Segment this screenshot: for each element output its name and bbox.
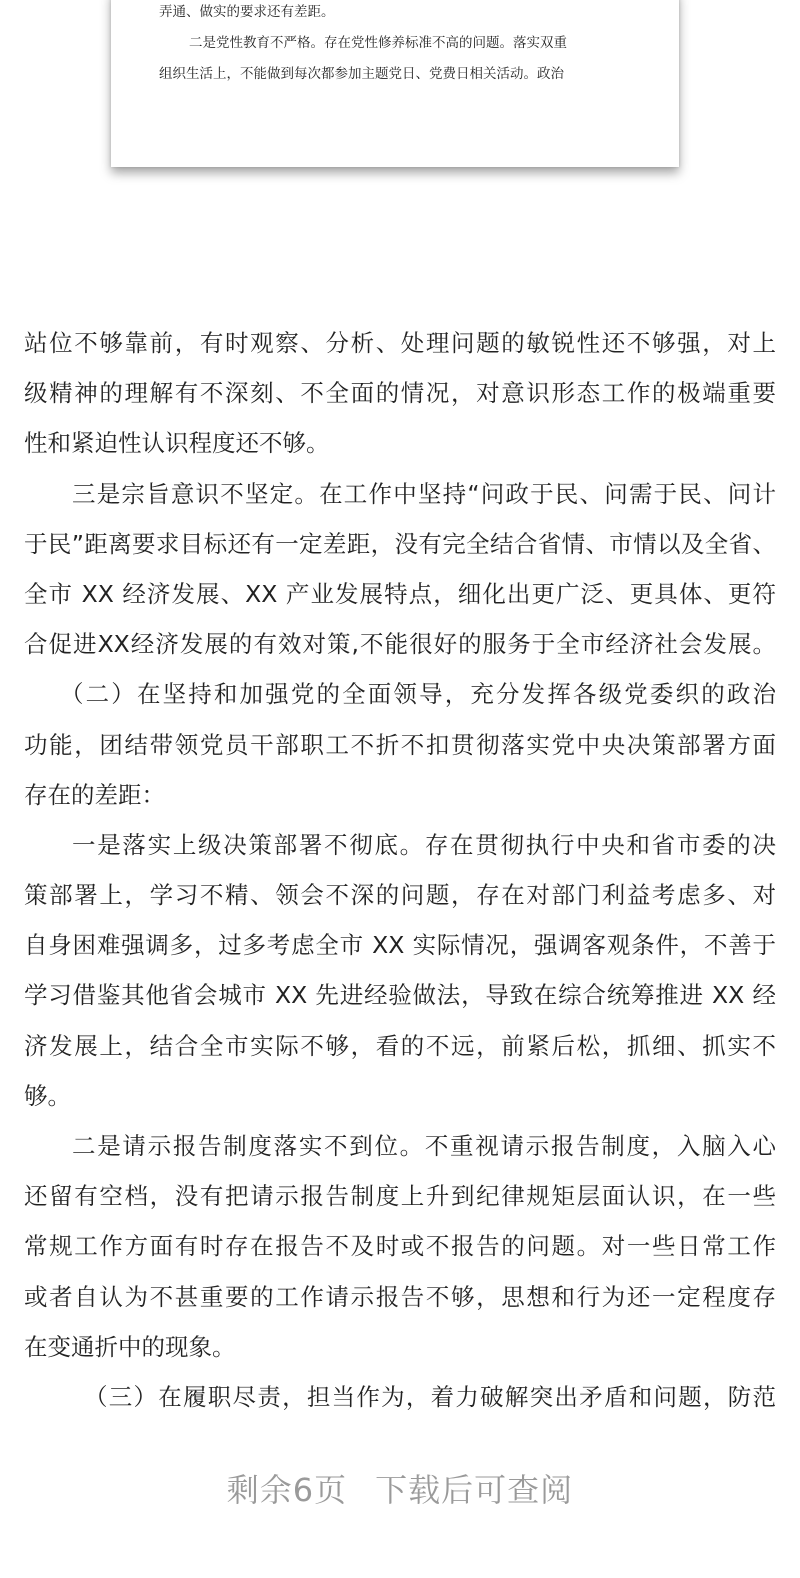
preview-line: 组织生活上，不能做到每次都参加主题党日、党费日相关活动。政治 (159, 66, 564, 82)
text-line: 济发展上，结合全市实际不够，看的不远，前紧后松，抓细、抓实不 (24, 1031, 776, 1060)
download-to-view-label: 下载后可查阅 (375, 1471, 574, 1509)
text-line: 够。 (24, 1081, 71, 1110)
text-line: 合促进XX经济发展的有效对策,不能很好的服务于全市经济社会发展。 (24, 630, 776, 659)
text-line: 全市 XX 经济发展、XX 产业发展特点，细化出更广泛、更具体、更符 (24, 579, 776, 608)
text-line: 或者自认为不甚重要的工作请示报告不够，思想和行为还一定程度存 (24, 1282, 776, 1311)
preview-line: 弄通、做实的要求还有差距。 (159, 4, 335, 20)
preview-line: 二是党性教育不严格。存在党性修养标准不高的问题。落实双重 (189, 35, 567, 51)
text-line: 三是宗旨意识不坚定。在工作中坚持“问政于民、问需于民、问计 (72, 479, 776, 508)
document-body (24, 318, 776, 1422)
text-line: 级精神的理解有不深刻、不全面的情况，对意识形态工作的极端重要 (24, 379, 776, 408)
remaining-pages-label: 剩余6页 (226, 1471, 348, 1509)
section-heading-line: （三）在履职尽责，担当作为，着力破解突出矛盾和问题，防范 (84, 1382, 776, 1411)
text-line: 一是落实上级决策部署不彻底。存在贯彻执行中央和省市委的决 (72, 830, 776, 859)
text-line: 常规工作方面有时存在报告不及时或不报告的问题。对一些日常工作 (24, 1232, 776, 1261)
text-line: 还留有空档，没有把请示报告制度上升到纪律规矩层面认识，在一些 (24, 1182, 776, 1211)
text-line: 策部署上，学习不精、领会不深的问题，存在对部门利益考虑多、对 (24, 881, 776, 910)
download-prompt[interactable] (0, 1465, 800, 1511)
text-line: 学习借鉴其他省会城市 XX 先进经验做法，导致在综合统筹推进 XX 经 (24, 981, 776, 1010)
text-line: 功能，团结带领党员干部职工不折不扣贯彻落实党中央决策部署方面 (24, 730, 776, 759)
text-line: 于民”距离要求目标还有一定差距，没有完全结合省情、市情以及全省、 (24, 529, 776, 558)
text-line: 站位不够靠前，有时观察、分析、处理问题的敏锐性还不够强，对上 (24, 329, 776, 357)
section-heading-line: （二）在坚持和加强党的全面领导，充分发挥各级党委织的政治 (60, 680, 776, 709)
text-line: 在变通折中的现象。 (24, 1332, 236, 1361)
text-line: 二是请示报告制度落实不到位。不重视请示报告制度，入脑入心 (72, 1132, 776, 1160)
text-line: 自身困难强调多，过多考虑全市 XX 实际情况，强调客观条件，不善于 (24, 931, 776, 960)
document-preview-page (111, 0, 679, 167)
text-line: 存在的差距： (24, 780, 165, 809)
text-line: 性和紧迫性认识程度还不够。 (24, 429, 330, 458)
